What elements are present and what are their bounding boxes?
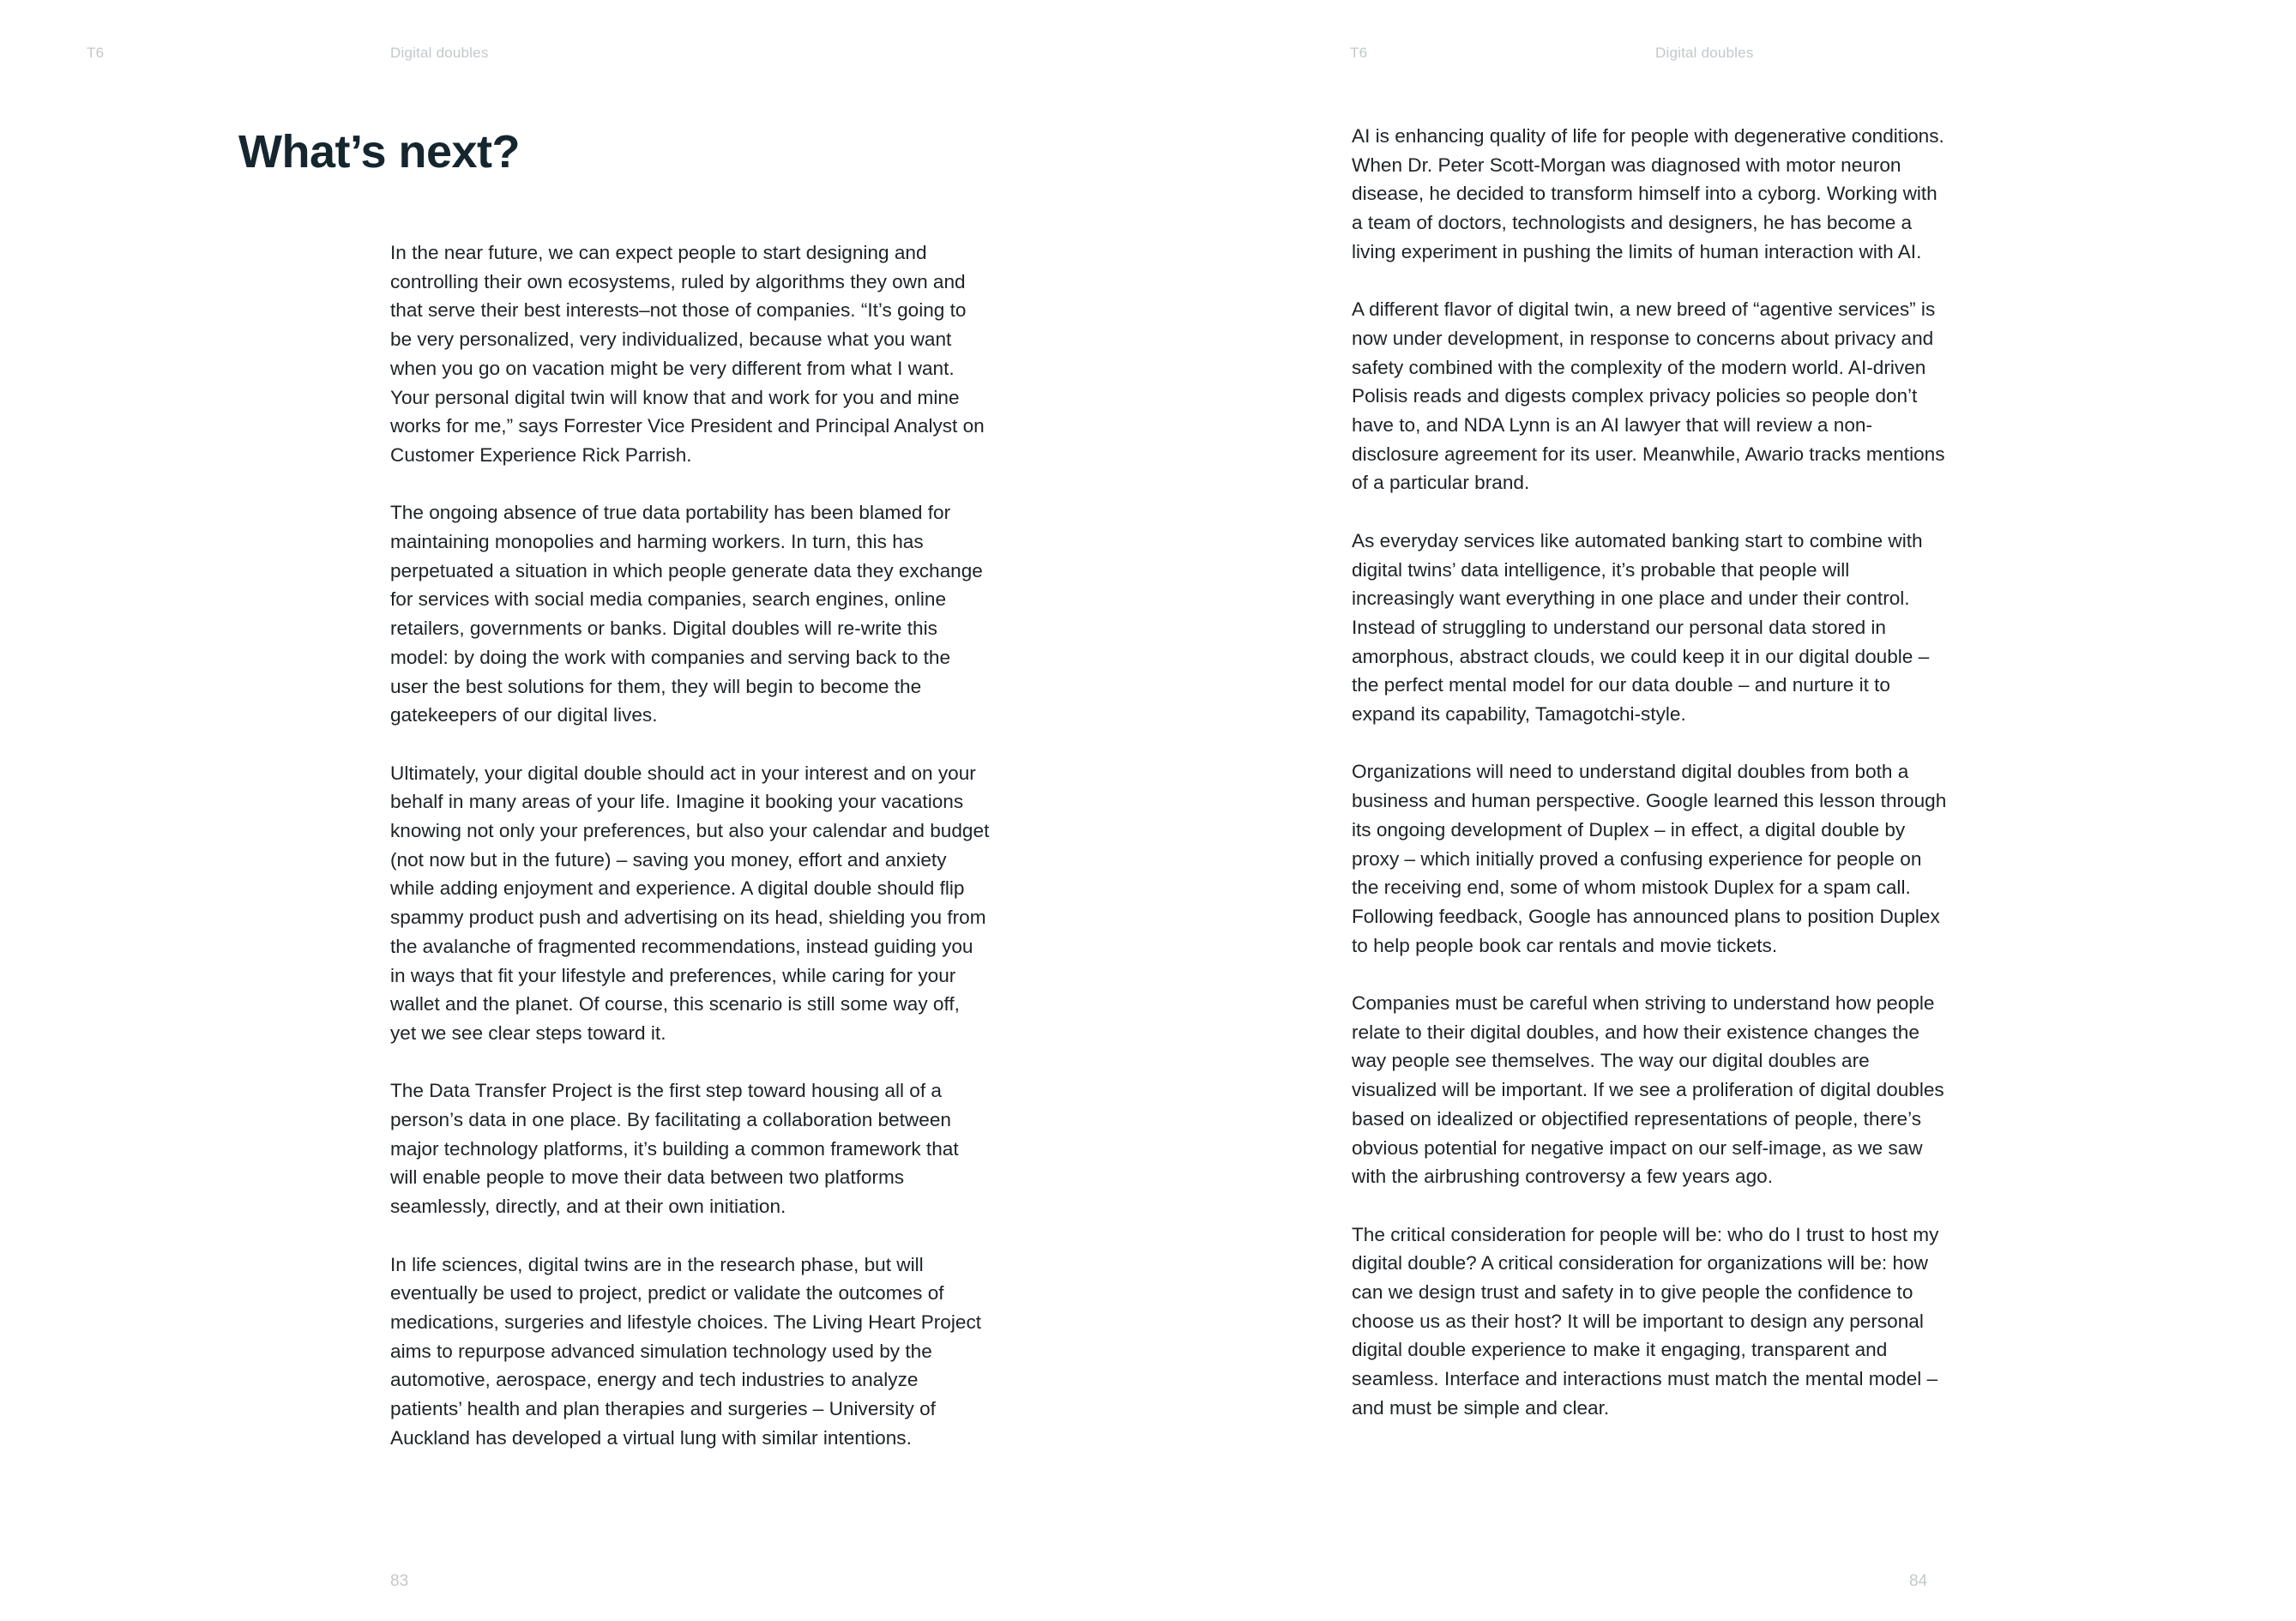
page-number: 83 [390,1572,409,1590]
section-code: T6 [1350,45,1368,61]
right-body-text [1352,122,1952,1451]
page-number: 84 [1909,1572,1928,1590]
paragraph: A different flavor of digital twin, a new breed of “agentive services” is now under development, in response to concerns about privacy and safety combined with the complexity of the modern world. AI-driven Polisis reads and digests complex privacy policies so people don’t have to, and NDA Lynn is an AI lawyer that will review a non-disclosure agreement for its user. Meanwhile, Awario tracks mentions of a particular brand. [1352,298,1945,494]
paragraph: Organizations will need to understand digital doubles from both a business and human perspective. Google learned this lesson through its ongoing development of Duplex – in effect, a digital double by proxy – which initially proved a confusing experience for people on the receiving end, some of whom mistook Duplex for a spam call. Following feedback, Google has announced plans to position Duplex to help people book car rentals and movie tickets. [1352,761,1947,956]
paragraph: The ongoing absence of true data portability has been blamed for maintaining monopolies and harming workers. In turn, this has perpetuated a situation in which people generate data they exchange for services with social media companies, search engines, online retailers, governments or banks. Digital doubles will re-write this model: by doing the work with companies and serving back to the user the best solutions for them, they will begin to become the gatekeepers of our digital lives. [390,502,983,726]
paragraph: Companies must be careful when striving to understand how people relate to their digital doubles, and how their existence changes the way people see themselves. The way our digital doubles are visualized will be important. If we see a proliferation of digital doubles based on idealized or objectified representations of people, there’s obvious potential for negative impact on our self-image, as we saw with the airbrushing controversy a few years ago. [1352,992,1944,1188]
running-title: Digital doubles [390,45,489,61]
section-code: T6 [87,45,105,61]
left-body-text [390,238,991,1481]
page-heading: What’s next? [238,126,521,178]
paragraph: AI is enhancing quality of life for people with degenerative conditions. When Dr. Peter Scott-Morgan was diagnosed with motor neuron disease, he decided to transform himself into a cyborg. Working with a team of doctors, technologists and designers, he has become a living experiment in pushing the limits of human interaction with AI. [1352,125,1944,262]
right-page [1148,0,2295,1621]
paragraph: The Data Transfer Project is the first step toward housing all of a person’s data in one place. By facilitating a collaboration between major technology platforms, it’s building a common framework that will enable people to move their data between two platforms seamlessly, directly, and at their own initiation. [390,1080,959,1218]
paragraph: In life sciences, digital twins are in the research phase, but will eventually be used to project, predict or validate the outcomes of medications, surgeries and lifestyle choices. The Living Heart Project aims to repurpose advanced simulation technology used by the automotive, aerospace, energy and tech industries to analyze patients’ health and plan therapies and surgeries – University of Auckland has developed a virtual lung with similar intentions. [390,1253,982,1449]
paragraph: In the near future, we can expect people to start designing and controlling their own ecosystems, ruled by algorithms they own and that serve their best interests–not those of companies. “It’s going to be very personalized, very individualized, because what you want when you go on vacation might be very different from what I want. Your personal digital twin will know that and work for you and mine works for me,” says Forrester Vice President and Principal Analyst on Customer Experience Rick Parrish. [390,242,985,466]
paragraph: As everyday services like automated banking start to combine with digital twins’ data intelligence, it’s probable that people will increasingly want everything in one place and under their control. Instead of struggling to understand our personal data stored in amorphous, abstract clouds, we could keep it in our digital double – the perfect mental model for our data double – and nurture it to expand its capability, Tamagotchi-style. [1352,529,1930,726]
paragraph: The critical consideration for people will be: who do I trust to host my digital double? A critical consideration for organizations will be: how can we design trust and safety in to give people the confidence to choose us as their host? It will be important to design any personal digital double experience to make it engaging, transparent and seamless. Interface and interactions must match the mental model – and must be simple and clear. [1352,1223,1939,1419]
paragraph: Ultimately, your digital double should act in your interest and on your behalf in many areas of your life. Imagine it booking your vacations knowing not only your preferences, but also your calendar and budget (not now but in the future) – saving you money, effort and anxiety while adding enjoyment and experience. A digital double should flip spammy product push and advertising on its head, shielding you from the avalanche of fragmented recommendations, instead guiding you in ways that fit your lifestyle and preferences, while caring for your wallet and the planet. Of course, this scenario is still some way off, yet we see clear steps toward it. [390,762,990,1044]
running-title: Digital doubles [1655,45,1754,61]
